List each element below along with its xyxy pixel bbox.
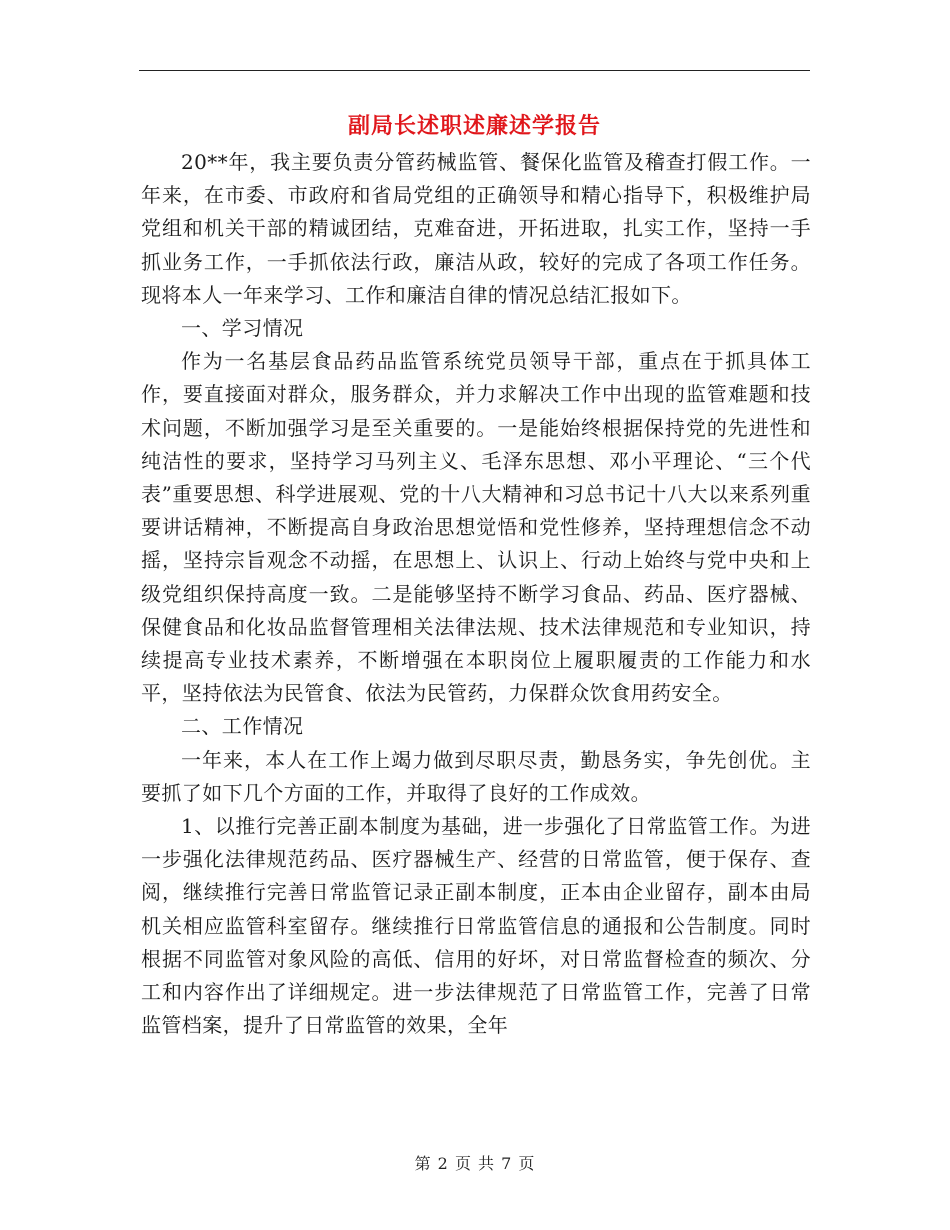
paragraph-work-summary: 一年来，本人在工作上竭力做到尽职尽责，勤恳务实，争先创优。主要抓了如下几个方面的工作，并取得了良好的工作成效。 bbox=[141, 747, 811, 805]
page-number: 第 2 页 共 7 页 bbox=[414, 1154, 536, 1173]
paragraph-study: 作为一名基层食品药品监管系统党员领导干部，重点在于抓具体工作，要直接面对群众，服务群众，并力求解决工作中出现的监管难题和技术问题，不断加强学习是至关重要的。一是能始终根据保持党的先进性和纯洁性的要求，坚持学习马列主义、毛泽东思想、邓小平理论、“三个代表”重要思想、科学进展观、党的十八大精神和习总书记十八大以来系列重要讲话精神，不断提高自身政治思想觉悟和党性修养，坚持理想信念不动摇，坚持宗旨观念不动摇，在思想上、认识上、行动上始终与党中央和上级党组织保持高度一致。二是能够坚持不断学习食品、药品、医疗器械、保健食品和化妆品监督管理相关法律法规、技术法律规范和专业知识，持续提高专业技术素养，不断增强在本职岗位上履职履责的工作能力和水平，坚持依法为民管食、依法为民管药，力保群众饮食用药安全。 bbox=[141, 349, 811, 706]
header-rule bbox=[139, 70, 810, 71]
document-title: 副局长述职述廉述学报告 bbox=[347, 113, 601, 139]
document-body bbox=[141, 146, 811, 1042]
paragraph-work-item-1: 1、以推行完善正副本制度为基础，进一步强化了日常监管工作。为进一步强化法律规范药品、医疗器械生产、经营的日常监管，便于保存、查阅，继续推行完善日常监管记录正副本制度，正本由企业留存，副本由局机关相应监管科室留存。继续推行日常监管信息的通报和公告制度。同时根据不同监管对象风险的高低、信用的好坏，对日常监督检查的频次、分工和内容作出了详细规定。进一步法律规范了日常监管工作，完善了日常监管档案，提升了日常监管的效果，全年 bbox=[141, 814, 811, 1038]
section-heading-study: 一、学习情况 bbox=[181, 316, 304, 341]
paragraph-intro: 20**年，我主要负责分管药械监管、餐保化监管及稽查打假工作。一年来，在市委、市政府和省局党组的正确领导和精心指导下，积极维护局党组和机关干部的精诚团结，克难奋进，开拓进取，扎实工作，坚持一手抓业务工作，一手抓依法行政，廉洁从政，较好的完成了各项工作任务。现将本人一年来学习、工作和廉洁自律的情况总结汇报如下。 bbox=[141, 150, 811, 307]
section-heading-work: 二、工作情况 bbox=[181, 714, 304, 739]
